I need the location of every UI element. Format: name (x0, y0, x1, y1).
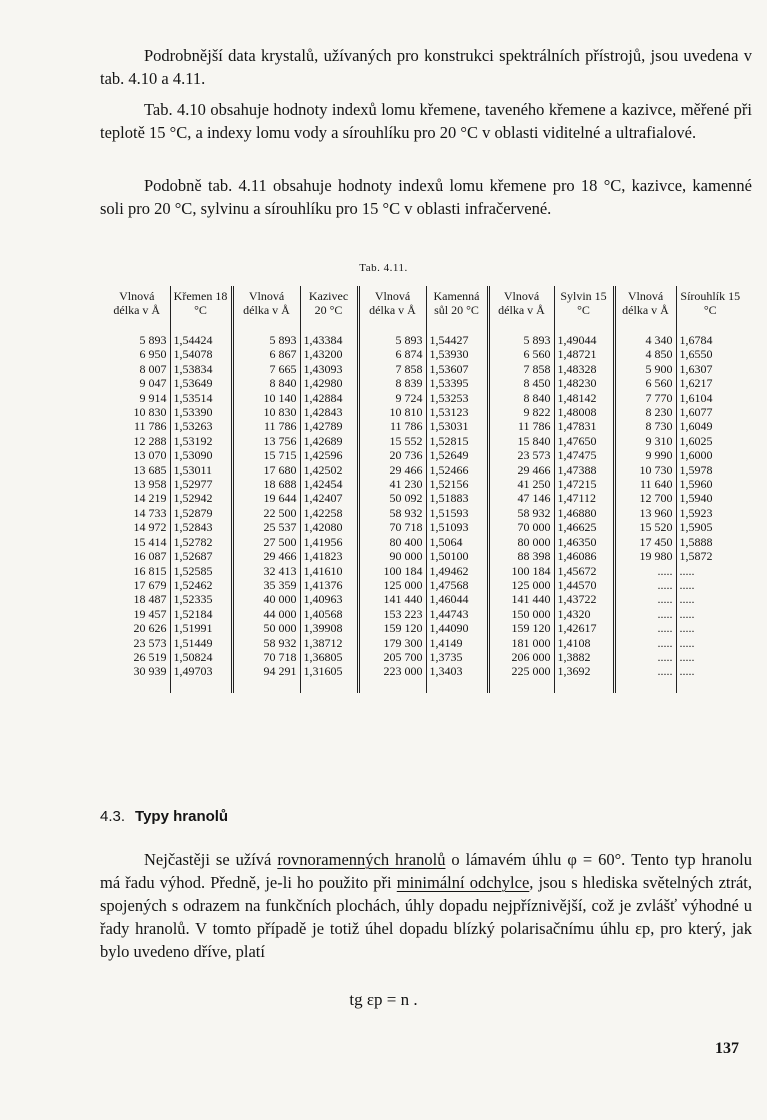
table-row (104, 607, 744, 621)
wavelength-cell: 18 487 (104, 592, 170, 606)
section-number: 4.3. (100, 808, 126, 825)
index-cell: 1,47388 (554, 463, 614, 477)
index-cell: 1,53090 (170, 448, 232, 462)
wavelength-cell: 8 230 (614, 405, 676, 419)
body-text: , jsou s hlediska světelných ztrát, spojených s odrazem na funkčních plochách, úhly dopadu nejpříznivější, což je zvlášť výhodné u řady hranolů. V tomto případě je totiž úhel dopadu blízký polarisačnímu úhlu εp, pro který, jak bylo uvedeno dříve, platí (100, 873, 752, 961)
index-cell: 1,4320 (554, 607, 614, 621)
index-cell: 1,42980 (300, 376, 358, 390)
index-cell: 1,46086 (554, 549, 614, 563)
table-row (104, 650, 744, 664)
wavelength-cell: 29 466 (488, 463, 554, 477)
wavelength-cell: 150 000 (488, 607, 554, 621)
wavelength-cell: 6 560 (488, 347, 554, 361)
wavelength-cell: 58 932 (488, 506, 554, 520)
index-cell: 1,52815 (426, 434, 488, 448)
wavelength-cell: 6 950 (104, 347, 170, 361)
index-cell: 1,4149 (426, 636, 488, 650)
index-cell: 1,52782 (170, 535, 232, 549)
wavelength-cell: 4 850 (614, 347, 676, 361)
wavelength-cell: 6 867 (232, 347, 300, 361)
wavelength-cell: 13 070 (104, 448, 170, 462)
header-sylvin: Sylvin 15 °C (554, 286, 614, 323)
wavelength-cell: 19 980 (614, 549, 676, 563)
table-row (104, 434, 744, 448)
section-title: Typy hranolů (135, 808, 229, 825)
wavelength-cell: 44 000 (232, 607, 300, 621)
index-cell: 1,39908 (300, 621, 358, 635)
wavelength-cell: 70 718 (358, 520, 426, 534)
wavelength-cell: 14 733 (104, 506, 170, 520)
index-cell: 1,42502 (300, 463, 358, 477)
wavelength-cell: 5 893 (232, 333, 300, 347)
tab-411-paragraph: Podobně tab. 4.11 obsahuje hodnoty indexů lomu křemene pro 18 °C, kazivce, kamenné soli pro 20 °C, sylvinu a sírouhlíku pro 15 °C v oblasti infračervené. (100, 176, 752, 218)
index-cell: ..... (679, 606, 695, 621)
index-cell: 1,5923 (679, 505, 713, 520)
index-cell: 1,53253 (426, 391, 488, 405)
wavelength-cell: ..... (614, 664, 676, 678)
wavelength-cell: 40 000 (232, 592, 300, 606)
wavelength-cell: 141 440 (488, 592, 554, 606)
index-cell: 1,47215 (554, 477, 614, 491)
table-row (104, 477, 744, 491)
wavelength-cell: 13 685 (104, 463, 170, 477)
index-cell: ..... (679, 635, 695, 650)
wavelength-cell: 5 893 (488, 333, 554, 347)
wavelength-cell: 30 939 (104, 664, 170, 678)
header-kremen: Křemen 18 °C (170, 286, 232, 323)
index-cell: 1,48721 (554, 347, 614, 361)
wavelength-cell: 10 730 (614, 463, 676, 477)
wavelength-cell: ..... (614, 578, 676, 592)
index-cell: 1,53930 (426, 347, 488, 361)
wavelength-cell: 6 560 (614, 376, 676, 390)
underlined-term: rovnoramenných hranolů (277, 850, 446, 869)
wavelength-cell: 23 573 (488, 448, 554, 462)
index-cell: 1,46044 (426, 592, 488, 606)
body-text: o lámavém úhlu φ = 60°. (445, 850, 626, 869)
wavelength-cell: 153 223 (358, 607, 426, 621)
body-text: Nejčastěji se užívá (144, 850, 278, 869)
wavelength-cell: 19 644 (232, 491, 300, 505)
wavelength-cell: 8 840 (232, 376, 300, 390)
wavelength-cell: 26 519 (104, 650, 170, 664)
wavelength-cell: 47 146 (488, 491, 554, 505)
index-cell: 1,6104 (679, 390, 713, 405)
wavelength-cell: 6 874 (358, 347, 426, 361)
index-cell: ..... (679, 563, 695, 578)
wavelength-cell: ..... (614, 636, 676, 650)
wavelength-cell: 9 724 (358, 391, 426, 405)
wavelength-cell: 27 500 (232, 535, 300, 549)
wavelength-cell: 15 520 (614, 520, 676, 534)
index-cell: 1,52585 (170, 564, 232, 578)
page-number: 137 (715, 1040, 739, 1057)
index-cell: 1,47831 (554, 419, 614, 433)
index-cell: 1,53011 (170, 463, 232, 477)
wavelength-cell: 9 822 (488, 405, 554, 419)
index-cell: 1,3692 (554, 664, 614, 678)
index-cell: 1,51883 (426, 491, 488, 505)
index-cell: 1,5978 (679, 462, 713, 477)
wavelength-cell: 17 679 (104, 578, 170, 592)
wavelength-cell: 29 466 (232, 549, 300, 563)
wavelength-cell: 16 087 (104, 549, 170, 563)
wavelength-cell: 9 990 (614, 448, 676, 462)
index-cell: 1,3735 (426, 650, 488, 664)
index-cell: 1,53031 (426, 419, 488, 433)
index-cell: 1,47475 (554, 448, 614, 462)
wavelength-cell: 17 450 (614, 535, 676, 549)
index-cell: 1,52977 (170, 477, 232, 491)
table-row (104, 549, 744, 563)
index-cell: 1,52184 (170, 607, 232, 621)
table-row (104, 419, 744, 433)
wavelength-cell: ..... (614, 564, 676, 578)
index-cell: 1,46625 (554, 520, 614, 534)
wavelength-cell: 19 457 (104, 607, 170, 621)
index-cell: 1,38712 (300, 636, 358, 650)
table-row (104, 621, 744, 635)
header-kamenna-sul: Kamenná sůl 20 °C (426, 286, 488, 323)
wavelength-cell: 8 007 (104, 362, 170, 376)
wavelength-cell: 11 786 (232, 419, 300, 433)
wavelength-cell: 50 092 (358, 491, 426, 505)
index-cell: 1,50100 (426, 549, 488, 563)
wavelength-cell: 10 140 (232, 391, 300, 405)
wavelength-cell: 17 680 (232, 463, 300, 477)
index-cell: 1,52649 (426, 448, 488, 462)
index-cell: 1,45672 (554, 564, 614, 578)
index-cell: 1,42884 (300, 391, 358, 405)
formula: tg εp = n . (349, 990, 418, 1009)
index-cell: 1,3403 (426, 664, 488, 678)
table-row (104, 391, 744, 405)
index-cell: 1,53395 (426, 376, 488, 390)
header-wavelength: Vlnová délka v Å (104, 286, 170, 323)
index-cell: 1,51449 (170, 636, 232, 650)
wavelength-cell: 11 786 (488, 419, 554, 433)
wavelength-cell: 22 500 (232, 506, 300, 520)
table-row (104, 520, 744, 534)
index-cell: 1,42080 (300, 520, 358, 534)
header-wavelength: Vlnová délka v Å (488, 286, 554, 323)
index-cell: 1,47650 (554, 434, 614, 448)
wavelength-cell: 7 858 (358, 362, 426, 376)
section-heading (100, 808, 228, 825)
index-cell: 1,41956 (300, 535, 358, 549)
index-cell: ..... (679, 592, 695, 607)
index-cell: 1,43093 (300, 362, 358, 376)
index-cell: ..... (679, 577, 695, 592)
wavelength-cell: 9 310 (614, 434, 676, 448)
index-cell: 1,4108 (554, 636, 614, 650)
tab-410-paragraph: Tab. 4.10 obsahuje hodnoty indexů lomu křemene, taveného křemene a kazivce, měřené při teplotě 15 °C, a indexy lomu vody a sírouhlíku pro 20 °C v oblasti viditelné a ultrafialové. (100, 100, 752, 142)
wavelength-cell: 125 000 (488, 578, 554, 592)
wavelength-cell: 15 552 (358, 434, 426, 448)
wavelength-cell: 15 840 (488, 434, 554, 448)
index-cell: 1,43384 (300, 333, 358, 347)
table-row (104, 376, 744, 390)
wavelength-cell: 10 810 (358, 405, 426, 419)
index-cell: 1,52687 (170, 549, 232, 563)
wavelength-cell: ..... (614, 607, 676, 621)
index-cell: 1,49462 (426, 564, 488, 578)
index-cell: 1,6784 (679, 333, 713, 347)
index-cell: 1,54424 (170, 333, 232, 347)
table-row (104, 405, 744, 419)
index-cell: 1,52462 (170, 578, 232, 592)
index-cell: 1,42843 (300, 405, 358, 419)
index-cell: 1,52879 (170, 506, 232, 520)
index-cell: 1,6307 (679, 361, 713, 376)
index-cell: 1,54078 (170, 347, 232, 361)
wavelength-cell: 12 288 (104, 434, 170, 448)
wavelength-cell: 11 786 (358, 419, 426, 433)
wavelength-cell: 179 300 (358, 636, 426, 650)
index-cell: 1,53514 (170, 391, 232, 405)
index-cell: 1,40963 (300, 592, 358, 606)
wavelength-cell: 20 626 (104, 621, 170, 635)
index-cell: 1,41610 (300, 564, 358, 578)
table-row (104, 463, 744, 477)
wavelength-cell: 25 537 (232, 520, 300, 534)
index-cell: 1,42617 (554, 621, 614, 635)
header-wavelength: Vlnová délka v Å (614, 286, 676, 323)
wavelength-cell: 5 893 (358, 333, 426, 347)
header-wavelength: Vlnová délka v Å (232, 286, 300, 323)
wavelength-cell: 70 718 (232, 650, 300, 664)
index-cell: 1,48008 (554, 405, 614, 419)
wavelength-cell: 206 000 (488, 650, 554, 664)
table-row (104, 592, 744, 606)
wavelength-cell: 15 715 (232, 448, 300, 462)
wavelength-cell: 88 398 (488, 549, 554, 563)
index-cell: 1,36805 (300, 650, 358, 664)
index-cell: 1,51593 (426, 506, 488, 520)
table-row (104, 506, 744, 520)
wavelength-cell: 125 000 (358, 578, 426, 592)
table-caption: Tab. 4.11. (359, 262, 408, 274)
wavelength-cell: 181 000 (488, 636, 554, 650)
index-cell: 1,47112 (554, 491, 614, 505)
underlined-term: minimální odchylce (396, 873, 530, 892)
index-cell: 1,40568 (300, 607, 358, 621)
index-cell: 1,43722 (554, 592, 614, 606)
wavelength-cell: 10 830 (232, 405, 300, 419)
wavelength-cell: 14 219 (104, 491, 170, 505)
wavelength-cell: 13 958 (104, 477, 170, 491)
wavelength-cell: ..... (614, 650, 676, 664)
wavelength-cell: 14 972 (104, 520, 170, 534)
wavelength-cell: 10 830 (104, 405, 170, 419)
index-cell: 1,47568 (426, 578, 488, 592)
table-row (104, 491, 744, 505)
table-row (104, 664, 744, 678)
index-cell: 1,46880 (554, 506, 614, 520)
table-row (104, 578, 744, 592)
wavelength-cell: 7 665 (232, 362, 300, 376)
index-cell: 1,53123 (426, 405, 488, 419)
index-cell: 1,42454 (300, 477, 358, 491)
index-cell: 1,53192 (170, 434, 232, 448)
body-text: Tento typ hranolu má řadu výhod. Předně, je-li ho použito při (100, 850, 753, 892)
wavelength-cell: 35 359 (232, 578, 300, 592)
table-row (104, 333, 744, 347)
index-cell: 1,50824 (170, 650, 232, 664)
index-cell: ..... (679, 649, 695, 664)
wavelength-cell: 100 184 (358, 564, 426, 578)
index-cell: 1,49703 (170, 664, 232, 678)
index-cell: 1,53607 (426, 362, 488, 376)
wavelength-cell: ..... (614, 592, 676, 606)
wavelength-cell: 7 770 (614, 391, 676, 405)
table-row (104, 448, 744, 462)
header-sirouhlik: Sírouhlík 15 °C (680, 289, 741, 317)
index-cell: 1,6049 (679, 419, 713, 434)
table-row (104, 564, 744, 578)
index-cell: 1,42258 (300, 506, 358, 520)
wavelength-cell: 23 573 (104, 636, 170, 650)
index-cell: 1,52843 (170, 520, 232, 534)
index-cell: 1,6025 (679, 433, 713, 448)
wavelength-cell: 29 466 (358, 463, 426, 477)
wavelength-cell: 8 730 (614, 419, 676, 433)
wavelength-cell: 12 700 (614, 491, 676, 505)
wavelength-cell: 8 450 (488, 376, 554, 390)
index-cell: 1,44570 (554, 578, 614, 592)
index-cell: 1,42596 (300, 448, 358, 462)
index-cell: 1,51991 (170, 621, 232, 635)
wavelength-cell: 4 340 (614, 333, 676, 347)
wavelength-cell: 7 858 (488, 362, 554, 376)
index-cell: 1,31605 (300, 664, 358, 678)
wavelength-cell: 9 914 (104, 391, 170, 405)
table-row (104, 535, 744, 549)
wavelength-cell: 20 736 (358, 448, 426, 462)
intro-paragraph: Podrobnější data krystalů, užívaných pro konstrukci spektrálních přístrojů, jsou uvedena v tab. 4.10 a 4.11. (100, 46, 752, 88)
wavelength-cell: 13 960 (614, 506, 676, 520)
table-row (104, 362, 744, 376)
wavelength-cell: 94 291 (232, 664, 300, 678)
index-cell: 1,5905 (679, 520, 713, 535)
wavelength-cell: 70 000 (488, 520, 554, 534)
index-cell: 1,53649 (170, 376, 232, 390)
wavelength-cell: 80 400 (358, 535, 426, 549)
wavelength-cell: 18 688 (232, 477, 300, 491)
wavelength-cell: 100 184 (488, 564, 554, 578)
wavelength-cell: 225 000 (488, 664, 554, 678)
wavelength-cell: 90 000 (358, 549, 426, 563)
header-kazivec: Kazivec 20 °C (300, 286, 358, 323)
index-cell: 1,6077 (679, 405, 713, 420)
index-cell: 1,5872 (679, 549, 713, 564)
index-cell: 1,3882 (554, 650, 614, 664)
table-row (104, 347, 744, 361)
index-cell: 1,52335 (170, 592, 232, 606)
wavelength-cell: 141 440 (358, 592, 426, 606)
index-cell: 1,54427 (426, 333, 488, 347)
wavelength-cell: 16 815 (104, 564, 170, 578)
index-cell: 1,48328 (554, 362, 614, 376)
index-cell: 1,6000 (679, 448, 713, 463)
index-cell: 1,48230 (554, 376, 614, 390)
wavelength-cell: 58 932 (358, 506, 426, 520)
wavelength-cell: 205 700 (358, 650, 426, 664)
index-cell: 1,53263 (170, 419, 232, 433)
index-cell: 1,42407 (300, 491, 358, 505)
index-cell: 1,44090 (426, 621, 488, 635)
index-cell: 1,44743 (426, 607, 488, 621)
index-cell: 1,48142 (554, 391, 614, 405)
wavelength-cell: 11 640 (614, 477, 676, 491)
wavelength-cell: 32 413 (232, 564, 300, 578)
wavelength-cell: 5 893 (104, 333, 170, 347)
wavelength-cell: 159 120 (358, 621, 426, 635)
index-cell: 1,42789 (300, 419, 358, 433)
header-wavelength: Vlnová délka v Å (358, 286, 426, 323)
wavelength-cell: 41 230 (358, 477, 426, 491)
table-row (104, 636, 744, 650)
wavelength-cell: 8 839 (358, 376, 426, 390)
index-cell: 1,41823 (300, 549, 358, 563)
wavelength-cell: 13 756 (232, 434, 300, 448)
index-cell: 1,41376 (300, 578, 358, 592)
index-cell: 1,42689 (300, 434, 358, 448)
index-cell: 1,52942 (170, 491, 232, 505)
wavelength-cell: 58 932 (232, 636, 300, 650)
index-cell: 1,53834 (170, 362, 232, 376)
index-cell: 1,46350 (554, 535, 614, 549)
wavelength-cell: 5 900 (614, 362, 676, 376)
index-cell: 1,5888 (679, 534, 713, 549)
wavelength-cell: 11 786 (104, 419, 170, 433)
wavelength-cell: 15 414 (104, 535, 170, 549)
wavelength-cell: 41 250 (488, 477, 554, 491)
prism-paragraph (100, 848, 752, 963)
wavelength-cell: 80 000 (488, 535, 554, 549)
index-cell: 1,52156 (426, 477, 488, 491)
wavelength-cell: 50 000 (232, 621, 300, 635)
refractive-index-table (104, 286, 744, 693)
index-cell: 1,43200 (300, 347, 358, 361)
wavelength-cell: 9 047 (104, 376, 170, 390)
index-cell: 1,5940 (679, 491, 713, 506)
index-cell: 1,49044 (554, 333, 614, 347)
wavelength-cell: ..... (614, 621, 676, 635)
index-cell: ..... (679, 621, 695, 636)
index-cell: ..... (679, 664, 695, 679)
index-cell: 1,5960 (679, 477, 713, 492)
index-cell: 1,6217 (679, 376, 713, 391)
index-cell: 1,51093 (426, 520, 488, 534)
index-cell: 1,5064 (426, 535, 488, 549)
index-cell: 1,52466 (426, 463, 488, 477)
wavelength-cell: 159 120 (488, 621, 554, 635)
wavelength-cell: 8 840 (488, 391, 554, 405)
index-cell: 1,53390 (170, 405, 232, 419)
index-cell: 1,6550 (679, 347, 713, 362)
wavelength-cell: 223 000 (358, 664, 426, 678)
